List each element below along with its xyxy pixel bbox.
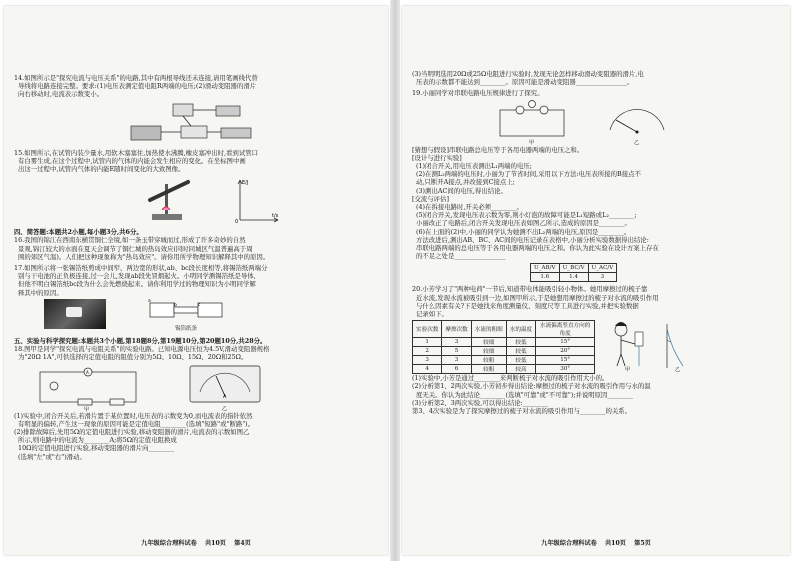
q19-table-header: U_BC/V xyxy=(559,264,588,273)
q20-table-cell: 15° xyxy=(536,338,595,347)
foil-point-label: a xyxy=(148,298,151,304)
q20-table-cell: 1 xyxy=(413,338,442,347)
left-page xyxy=(4,6,388,555)
q19-table-header: U_AC/V xyxy=(588,264,617,273)
question-18-continued xyxy=(412,70,780,86)
q20-table-cell: 较低 xyxy=(506,338,535,347)
q16-line: 围的郊区气温)。人们把这种现象称为"热岛效应"。请你用所学物理知识解释其中的原因。 xyxy=(18,252,270,261)
q16-line: 16.我国的锦江在西南东横贯铜仁全境,如一条玉带穿城而过,形成了许多奇妙的自然 xyxy=(14,236,246,245)
q18-ammeter-unit: A xyxy=(223,393,227,400)
q15-energy-graph xyxy=(232,176,282,224)
q20-table-cell: 较粗 xyxy=(471,356,506,365)
q20-line: 与什么因素有关?下是她找来角度测量仪、刻度尺等工具进行实验,并把实验数据 xyxy=(416,301,639,310)
q20-sub-line: (2)分析第1、2两次实验,小芳初步得出结论:摩擦过的梳子对水流的吸引作用与水的温 xyxy=(412,382,651,391)
q14-line: 14.如图所示是"探究电流与电压关系"的电路,其中有两根导线还未连接,请用笔画线代替 xyxy=(14,74,258,82)
q20-table-header: 摩擦次数 xyxy=(442,321,471,338)
q18-sub-line: 10Ω的定值电阻进行实验,移动变阻器的滑片向________ xyxy=(18,444,175,453)
section-4-heading: 四、简答题:本题共2小题,每小题3分,共6分。 xyxy=(14,228,143,237)
footer-title: 九年级综合理科试卷 xyxy=(141,540,197,547)
q15-axis-x-label: t/s xyxy=(272,213,279,220)
q19-data-table xyxy=(530,263,617,282)
q14-line: 向右移动时,电流表示数变小。 xyxy=(18,90,104,99)
footer-total-pages: 共10页 xyxy=(605,540,626,547)
question-15 xyxy=(14,149,378,225)
q18-line: 18.图甲是同学"探究电流与电阻关系"的实验电路。已知电源电压恒为4.5V,滑动变阻器规格 xyxy=(14,345,270,354)
q19-table-cell: 3 xyxy=(588,273,617,282)
q20-table-cell: 6 xyxy=(442,365,471,374)
q18-sub-line: (1)实验中,闭合开关后,若滑片置于某位置时,电压表的示数变为0,而电流表的指针依然 xyxy=(14,411,253,420)
q20-table-cell: 较低 xyxy=(506,347,535,356)
q20-table-cell: 3 xyxy=(442,356,471,365)
q18-meter-label: A xyxy=(86,369,89,375)
q20-fig-label: 甲 xyxy=(625,367,631,373)
q14-line: 导线将电路连接完整。要求:(1)电压表测定值电阻R两端的电压;(2)滑动变阻器的滑片 xyxy=(18,82,257,91)
q19-line: 的不足之处是________________ xyxy=(416,252,506,261)
q20-table-cell: 较粗 xyxy=(471,365,506,374)
footer-total-pages: 共10页 xyxy=(205,540,226,547)
q20-girl-figure xyxy=(607,320,651,372)
footer-page-number: 第4页 xyxy=(234,540,251,547)
q19-line: (2)在测L₂两端的电压时,小丽为了节省时间,采用以下方法:电压表所接的B接点不 xyxy=(416,170,641,179)
q17-photo xyxy=(44,299,106,329)
q18-cont-line: (3)当明明选用20Ω或25Ω电阻进行实验时,发现无论怎样移动滑动变阻器的滑片,电 xyxy=(412,70,644,78)
q19-fig-label: 乙 xyxy=(634,139,640,146)
q19-fig-label: 甲 xyxy=(529,139,535,146)
q20-fig-label: 乙 xyxy=(675,367,681,373)
q20-angle-figure xyxy=(657,320,697,372)
q20-table-header: 水流偏离竖直方向的角度 xyxy=(536,321,595,338)
q19-line: [猜想与假设]串联电路总电压等于各用电器两端的电压之和。 xyxy=(412,145,584,154)
q18-sub-line: (选填"左"或"右")滑动。 xyxy=(18,452,86,461)
q20-table-cell: 较细 xyxy=(471,347,506,356)
q20-table-cell: 20° xyxy=(536,347,595,356)
footer-page-number: 第5页 xyxy=(634,540,651,547)
q19-intro: 19.小丽同学对串联电路电压规律进行了探究。 xyxy=(412,89,544,98)
q17-foil-figure xyxy=(146,299,226,333)
q19-line: (3)测出AC间的电压,得出结论。 xyxy=(416,186,507,195)
q20-table-cell: 3 xyxy=(442,338,471,347)
q20-table-header: 实验次数 xyxy=(413,321,442,338)
q19-line: 动,只断开A接点,并改接到C接点上; xyxy=(416,178,515,187)
q19-line: (6)在上面的(2)中,小丽的同学认为她测不出L₂两端的电压,原因是________。 xyxy=(416,227,631,236)
q17-line: 17.如图所示将一张锡箔纸剪成中间窄、两边宽的形状,ab、bc段长度相等,将锡箔纸两端分 xyxy=(14,264,268,273)
q20-table-cell: 较高 xyxy=(506,365,535,374)
q18-sub-line: (2)排除故障后,先用5Ω的定值电阻进行实验,移动变阻器的滑片,电流表的示数如图乙 xyxy=(14,428,250,437)
book-gutter xyxy=(390,0,400,561)
q19-line: (4)在拆接电路时,开关必须________。 xyxy=(416,203,523,212)
q20-table-cell: 较低 xyxy=(506,356,535,365)
q18-circuit-diagram xyxy=(34,364,144,412)
q20-table-cell: 30° xyxy=(536,365,595,374)
question-20 xyxy=(412,285,780,415)
question-19 xyxy=(412,89,780,282)
q17-line: 释其中的原因。 xyxy=(18,288,63,297)
question-14 xyxy=(14,74,378,146)
q19-line: 串联电路两端的总电压等于各用电器两端的电压之和。你认为此实验在设计方案上存在 xyxy=(416,244,659,253)
q20-table-cell: 2 xyxy=(413,347,442,356)
q20-sub-line: 度无关。你认为此结论________(选填"可靠"或"不可靠");并说明原因________ xyxy=(416,390,634,399)
q20-sub-line: 第3、4次实验是为了探究摩擦过的梳子对水流的吸引作用与________的关系。 xyxy=(412,407,632,416)
q15-line: 出这一过程中,试管内气体的内能E随时间变化的大致图像。 xyxy=(18,165,185,174)
q18-sub-line: 所示,则电路中的电流为________A;将5Ω的定值电阻换成 xyxy=(18,436,177,445)
question-18 xyxy=(14,345,378,461)
foil-point-label: c xyxy=(198,302,201,308)
left-page-footer xyxy=(4,538,388,547)
q18-line: 为"20Ω 1A",可供选择的定值电阻的阻值分别为5Ω、10Ω、15Ω、20Ω和25Ω。 xyxy=(18,353,248,362)
right-page xyxy=(402,6,790,555)
q17-line: 别与干电池的正负极连接,过一会儿,发现ab段先冒烟起火。小明同学测锡箔纸是导体, xyxy=(18,272,256,281)
q19-table-cell: 1.4 xyxy=(559,273,588,282)
question-16 xyxy=(14,236,378,261)
q20-table-header: 水流的粗细 xyxy=(471,321,506,338)
q20-line: 近水流,发现水流被吸引到一边,如图甲所示,于是她想用摩擦过的梳子对水流的吸引作用 xyxy=(416,293,659,302)
q20-sub-line: (3)分析第2、3两次实验,可以得出结论:________ xyxy=(412,398,549,407)
q19-line: 小丽改正了电路后,闭合开关发现电压表如图乙所示,造成的原因是________。 xyxy=(416,219,631,228)
q19-line: [设计与进行实验] xyxy=(412,153,462,162)
q19-circuit-diagram xyxy=(492,100,572,146)
q20-table-cell: 4 xyxy=(413,365,442,374)
q19-line: (1)闭合开关,用电压表测出L₁两端的电压; xyxy=(416,162,532,171)
section-5-heading: 五、实验与科学探究题:本题共3个小题,第18题8分,第19题10分,第20题10分,共28分。 xyxy=(14,337,267,346)
q14-circuit-figure xyxy=(121,102,271,146)
q15-test-tube-figure xyxy=(132,176,202,224)
q18-ammeter-figure xyxy=(180,364,270,412)
q17-line: 但他不明白锡箔纸bc段为什么会先燃烧起来。请你利用学过的物理知识为小明同学解 xyxy=(18,280,256,289)
q18-cont-line: 压表的示数都不能达到________。原因可能是滑动变阻器________________。 xyxy=(416,78,634,87)
q18-sub-line: 有明显的偏转,产生这一现象的原因可能是定值电阻________(选填"短路"或"断路")。 xyxy=(18,419,255,428)
q15-origin-label: 0 xyxy=(235,219,239,225)
q20-table-cell: 15° xyxy=(536,356,595,365)
q19-table-cell: 1.6 xyxy=(531,273,560,282)
q18-fig-label: 乙 xyxy=(222,405,228,412)
footer-title: 九年级综合理科试卷 xyxy=(541,540,597,547)
q15-line: 15.如图所示,在试管内装少量水,用软木塞塞住,加热使水沸腾,橡皮塞冲出时,看到试管口 xyxy=(14,148,258,157)
q16-line: 景观,锦江较大的水面在夏天会调节了铜仁城的热岛效应(同时同城区气温普遍高于周 xyxy=(18,244,253,253)
q20-table-cell: 较细 xyxy=(471,338,506,347)
q20-data-table xyxy=(412,320,595,374)
foil-point-label: b xyxy=(174,302,177,308)
q15-axis-y-label: E/J xyxy=(242,180,249,187)
q20-table-cell: 3 xyxy=(413,356,442,365)
q15-line: 有白雾生成,在这个过程中,试管内的气体的内能会发生相应的变化。在坐标图中画 xyxy=(18,156,246,165)
q20-line: 20.小芳学习了"两种电荷"一节后,知道带电体能吸引轻小物体。她用摩擦过的梳子靠 xyxy=(412,285,648,294)
q18-fig-label: 甲 xyxy=(84,406,90,412)
q20-line: 记录如下。 xyxy=(416,310,448,319)
q17-caption: 锡箔纸条 xyxy=(174,325,197,332)
right-page-footer xyxy=(402,538,790,547)
q19-line: (5)闭合开关,发现电压表示数为零,则小灯泡的故障可能是L₁短路或L₂________; xyxy=(416,211,637,220)
q19-line: [交流与评估] xyxy=(412,194,449,203)
q19-voltmeter-figure xyxy=(602,100,672,146)
q20-table-cell: 5 xyxy=(442,347,471,356)
q19-line: 方法改进后,测出AB、BC、AC间的电压记录在表格中,小丽分析实验数据得出结论: xyxy=(416,235,649,244)
q20-table-header: 水的温度 xyxy=(506,321,535,338)
q19-table-header: U_AB/V xyxy=(531,264,560,273)
q20-sub-line: (1)实验中,小芳是通过________来判断梳子对水流的吸引作用大小的。 xyxy=(412,374,609,383)
question-17 xyxy=(14,264,378,333)
